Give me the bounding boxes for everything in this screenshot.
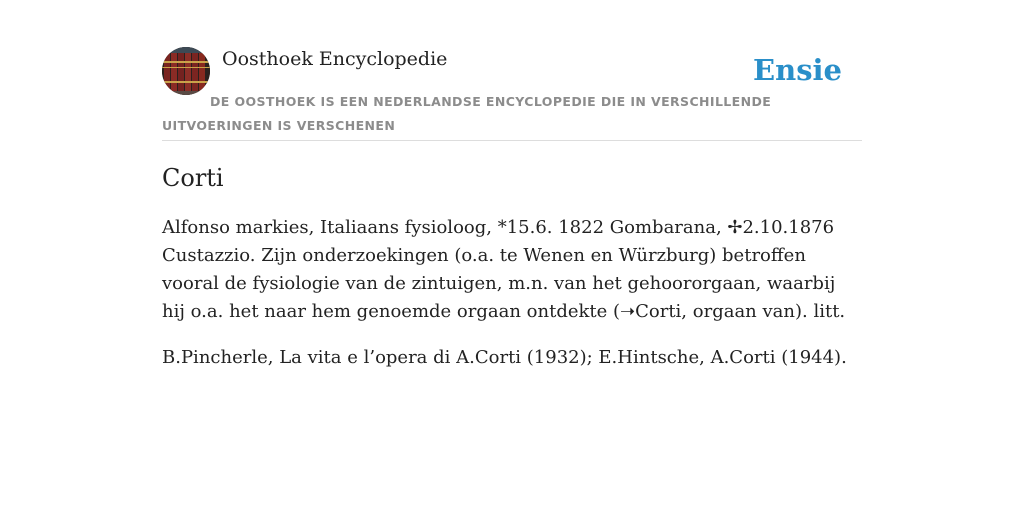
site-header [162, 46, 862, 141]
site-title[interactable]: Oosthoek Encyclopedie [222, 48, 448, 70]
brand-logo[interactable]: Ensie [753, 53, 842, 87]
entry-paragraph: Alfonso markies, Italiaans fysioloog, *15.6. 1822 Gombarana, ✢2.10.1876 Custazzio. Zijn onderzoekingen (o.a. te Wenen en Würzburg) betroffen vooral de fysiologie van de zintuigen, m.n. van het gehoororgaan, waarbij hij o.a. het naar hem genoemde orgaan ontdekte (➝Corti, orgaan van). litt. [162, 217, 846, 322]
site-tagline: DE OOSTHOEK IS EEN NEDERLANDSE ENCYCLOPEDIE DIE IN VERSCHILLENDE UITVOERINGEN IS VERSCHENEN [162, 94, 772, 133]
entry-title: Corti [162, 164, 224, 192]
encyclopedia-books-icon[interactable] [162, 47, 210, 95]
entry-literature: B.Pincherle, La vita e l’opera di A.Corti (1932); E.Hintsche, A.Corti (1944). [162, 347, 847, 368]
entry-content [162, 160, 862, 372]
